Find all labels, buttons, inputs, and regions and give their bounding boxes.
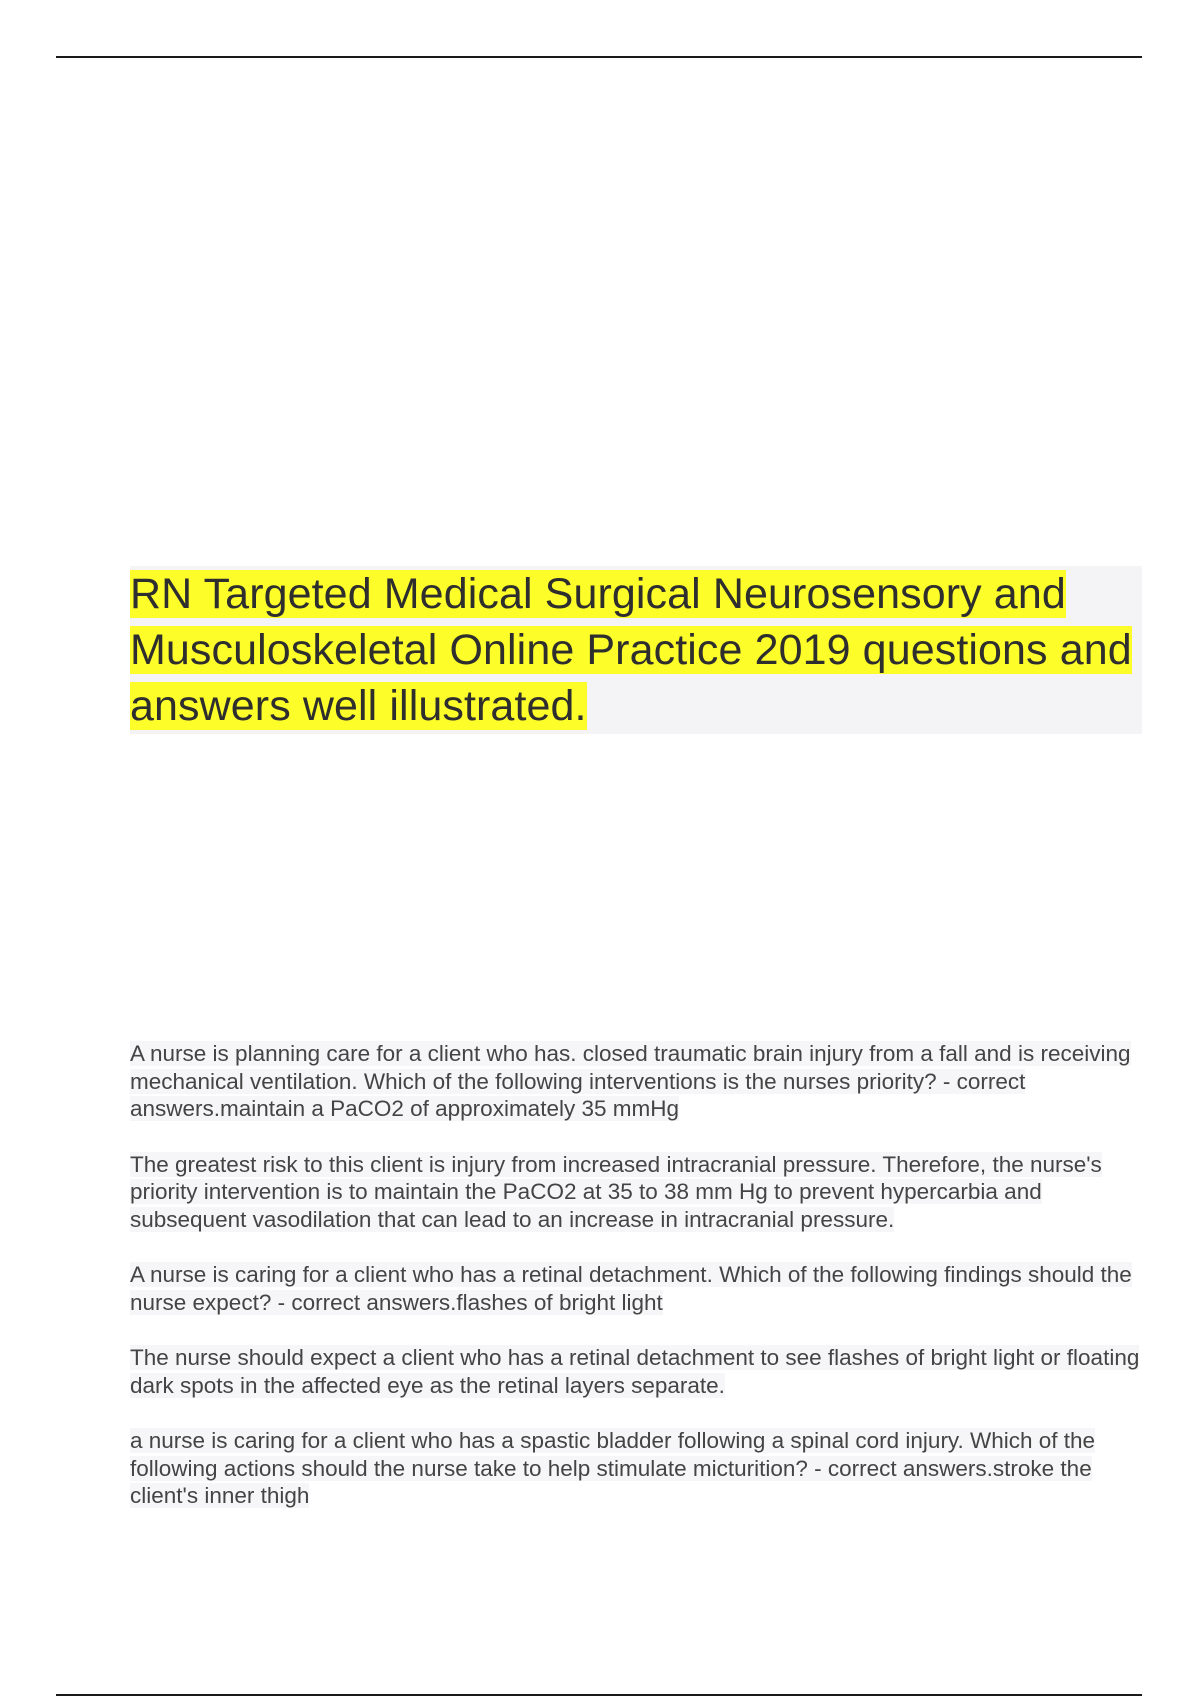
question-text: a nurse is caring for a client who has a spastic bladder following a spinal cord injury. Which of the following actions should the nurse take to help stimulate micturition? - correct answers.stroke the client's inner thigh bbox=[130, 1428, 1096, 1508]
title-block bbox=[130, 566, 1142, 734]
document-title bbox=[130, 566, 1142, 734]
question-paragraph bbox=[130, 1427, 1142, 1510]
question-paragraph bbox=[130, 1261, 1142, 1316]
rationale-paragraph bbox=[130, 1344, 1142, 1399]
rationale-text: The greatest risk to this client is injury from increased intracranial pressure. Therefore, the nurse's priority intervention is to maintain the PaCO2 at 35 to 38 mm Hg to prevent hypercarbia and subsequent vasodilation that can lead to an increase in intracranial pressure. bbox=[130, 1151, 1102, 1232]
question-text: A nurse is planning care for a client who has. closed traumatic brain injury from a fall and is receiving mechanical ventilation. Which of the following interventions is the nurses priority? - correct answers.maintain a PaCO2 of approximately 35 mmHg bbox=[130, 1041, 1131, 1121]
rationale-paragraph bbox=[130, 1151, 1142, 1234]
rationale-text: The nurse should expect a client who has a retinal detachment to see flashes of bright light or floating dark spots in the affected eye as the retinal layers separate. bbox=[130, 1345, 1140, 1398]
question-text: A nurse is caring for a client who has a retinal detachment. Which of the following findings should the nurse expect? - correct answers.flashes of bright light bbox=[130, 1262, 1132, 1315]
top-rule bbox=[56, 56, 1142, 58]
qa-list bbox=[130, 1040, 1142, 1538]
document-title-text: RN Targeted Medical Surgical Neurosensory and Musculoskeletal Online Practice 2019 questions and answers well illustrated. bbox=[130, 570, 1132, 730]
bottom-rule bbox=[56, 1694, 1142, 1696]
question-paragraph bbox=[130, 1040, 1142, 1123]
